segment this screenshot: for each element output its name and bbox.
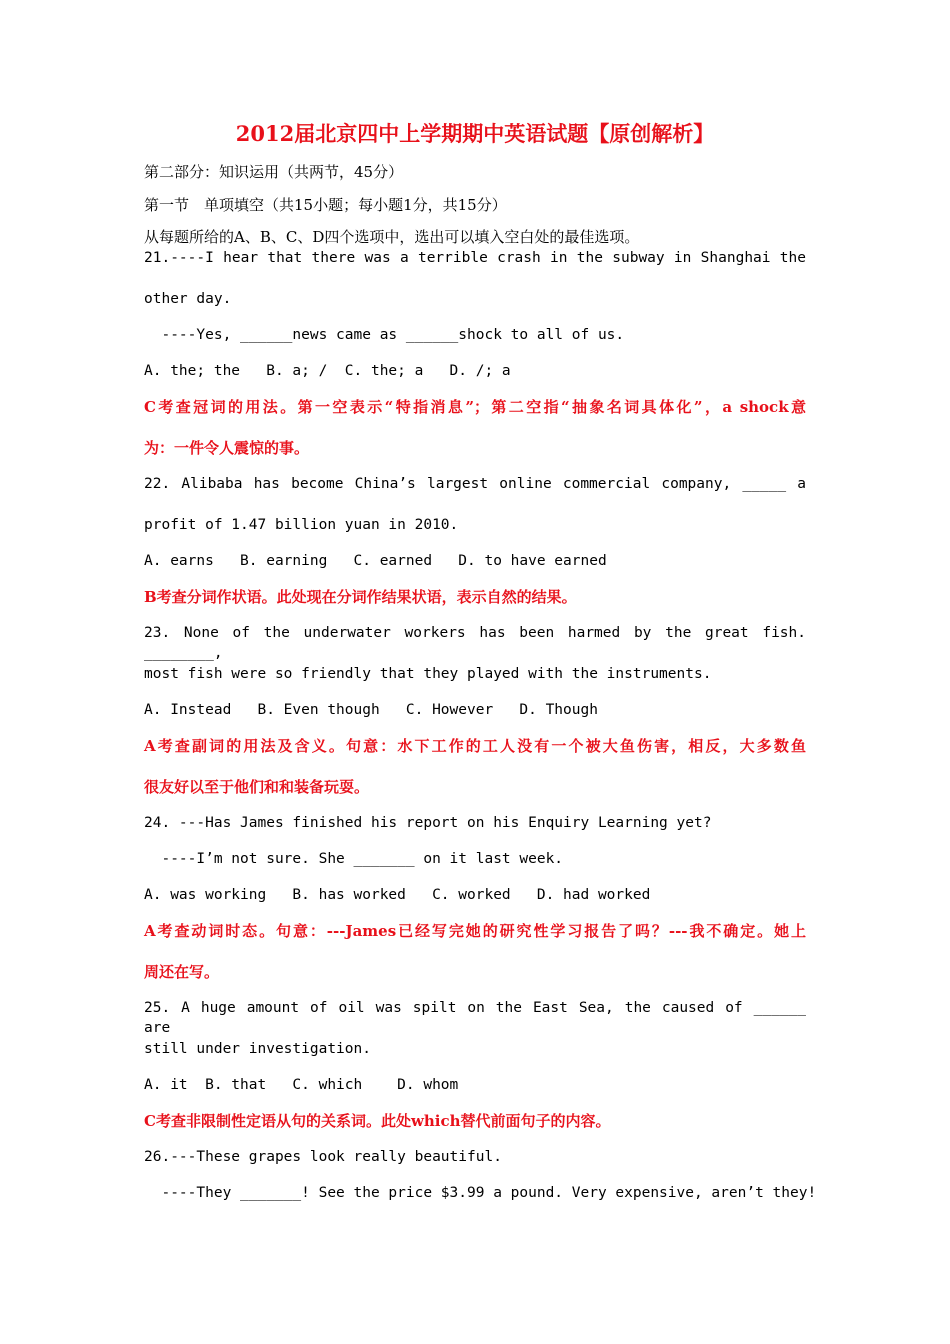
question-23-line-1: 23. None of the underwater workers has been harmed by the great fish. ________, <box>144 625 806 661</box>
part-heading: 第二部分：知识运用（共两节，45分） <box>144 163 404 181</box>
question-21-line-1: 21.----I hear that there was a terrible crash in the subway in Shanghai the <box>144 250 806 266</box>
question-23-options: A. Instead B. Even though C. However D. Though <box>144 702 598 718</box>
question-26-line-1: 26.---These grapes look really beautiful. <box>144 1149 502 1165</box>
question-23-answer-2: 很友好以至于他们和和装备玩耍。 <box>144 778 370 796</box>
question-21-answer-1: C考查冠词的用法。第一空表示“特指消息”；第二空指“抽象名词具体化”，a shock意 <box>144 398 806 416</box>
question-25-answer-1: C考查非限制性定语从句的关系词。此处which替代前面句子的内容。 <box>144 1112 611 1130</box>
question-22-line-2: profit of 1.47 billion yuan in 2010. <box>144 517 459 533</box>
question-24-line-1: 24. ---Has James finished his report on his Enquiry Learning yet? <box>144 815 712 831</box>
question-23-answer-1: A考查副词的用法及含义。句意：水下工作的工人没有一个被大鱼伤害，相反，大多数鱼 <box>144 737 806 755</box>
question-22-line-1: 22. Alibaba has become China’s largest online commercial company, _____ a <box>144 476 806 492</box>
question-26-line-2: ----They _______! See the price $3.99 a pound. Very expensive, aren’t they! <box>144 1185 817 1201</box>
question-21-line-3: ----Yes, ______news came as ______shock to all of us. <box>144 327 625 343</box>
question-25-options: A. it B. that C. which D. whom <box>144 1077 459 1093</box>
question-21-options: A. the; the B. a; / C. the; a D. /; a <box>144 363 511 379</box>
instruction-text: 从每题所给的A、B、C、D四个选项中，选出可以填入空白处的最佳选项。 <box>144 228 640 246</box>
question-22-answer-1: B考查分词作状语。此处现在分词作结果状语，表示自然的结果。 <box>144 588 577 606</box>
question-24-answer-2: 周还在写。 <box>144 963 220 981</box>
question-25-line-2: still under investigation. <box>144 1041 371 1057</box>
question-25-line-1: 25. A huge amount of oil was spilt on the East Sea, the caused of ______ are <box>144 1000 806 1036</box>
question-23-line-2: most fish were so friendly that they played with the instruments. <box>144 666 712 682</box>
question-22-options: A. earns B. earning C. earned D. to have earned <box>144 553 607 569</box>
question-24-options: A. was working B. has worked C. worked D. had worked <box>144 887 651 903</box>
question-24-line-2: ----I’m not sure. She _______ on it last week. <box>144 851 564 867</box>
section-heading: 第一节 单项填空（共15小题；每小题1分，共15分） <box>144 196 507 214</box>
document-title: 2012届北京四中上学期期中英语试题【原创解析】 <box>235 121 715 146</box>
question-21-line-2: other day. <box>144 291 232 307</box>
question-24-answer-1: A考查动词时态。句意：---James已经写完她的研究性学习报告了吗？---我不确定。她上 <box>144 922 806 940</box>
question-21-answer-2: 为：一件令人震惊的事。 <box>144 439 310 457</box>
